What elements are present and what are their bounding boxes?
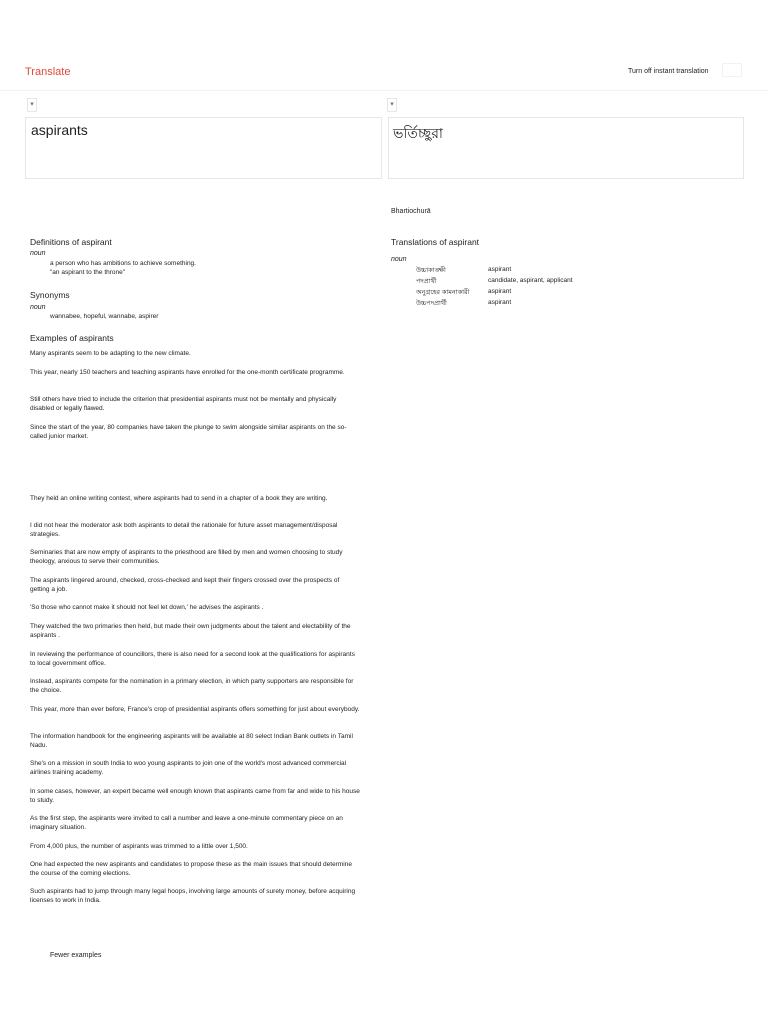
example-item: Still others have tried to include the criterion that presidential aspirants must not be mentally and physically disabled or legally flawed. — [30, 396, 337, 412]
synonyms-pos: noun — [30, 304, 46, 311]
translation-meanings[interactable]: aspirant — [488, 299, 512, 306]
example-item: One had expected the new aspirants and candidates to propose these as the main issues that should determine the course of the coming elections. — [30, 861, 352, 877]
definitions-pos: noun — [30, 250, 46, 257]
example-item: Seminaries that are now empty of aspirants to the priesthood are filled by men and women choosing to study theology, anxious to serve their communities. — [30, 549, 343, 565]
source-text[interactable]: aspirants — [31, 122, 88, 138]
example-item: She's on a mission in south India to woo young aspirants to join one of the world's most advanced commercial airlines training academy. — [30, 760, 347, 776]
example-item: They held an online writing contest, where aspirants had to send in a chapter of a book they are writing. — [30, 495, 328, 502]
page-title: Translate — [25, 66, 71, 78]
translation-meanings[interactable]: candidate, aspirant, applicant — [488, 277, 573, 284]
example-item: This year, more than ever before, France's crop of presidential aspirants offers something for just about everybody. — [30, 706, 360, 713]
example-item: Many aspirants seem to be adapting to the new climate. — [30, 350, 191, 357]
instant-translation-toggle[interactable] — [722, 63, 742, 77]
source-language-dropdown[interactable] — [27, 98, 37, 112]
target-language-dropdown[interactable] — [387, 98, 397, 112]
example-item: From 4,000 plus, the number of aspirants was trimmed to a little over 1,500. — [30, 843, 248, 850]
instant-translation-label[interactable]: Turn off instant translation — [628, 68, 709, 75]
header-divider — [0, 90, 768, 91]
chevron-down-icon: ▾ — [30, 101, 34, 108]
translation-text: ভর্তিচ্ছুরা — [393, 125, 443, 141]
example-item: I did not hear the moderator ask both aspirants to detail the rationale for future asset management/disposal strategies. — [30, 522, 338, 538]
synonyms-list[interactable]: wannabee, hopeful, wannabe, aspirer — [50, 313, 159, 320]
transliteration: Bhartiochurā — [391, 208, 431, 215]
example-item: In some cases, however, an expert became well enough known that aspirants came from far and wide to his house to study. — [30, 788, 360, 804]
synonyms-heading: Synonyms — [30, 290, 70, 300]
definitions-heading: Definitions of aspirant — [30, 237, 112, 247]
translations-pos: noun — [391, 256, 407, 263]
example-item: This year, nearly 150 teachers and teaching aspirants have enrolled for the one-month certificate programme. — [30, 369, 345, 376]
translation-word[interactable]: অনুগ্রহের কামনাকারী — [416, 289, 470, 296]
definition-text: a person who has ambitions to achieve something. — [50, 260, 196, 267]
translation-meanings[interactable]: aspirant — [488, 288, 512, 295]
example-item: The aspirants lingered around, checked, cross-checked and kept their fingers crossed over the prospects of getting a job. — [30, 577, 340, 593]
translation-output — [388, 117, 744, 179]
definition-example: "an aspirant to the throne" — [50, 269, 126, 276]
chevron-down-icon: ▾ — [390, 101, 394, 108]
fewer-examples-link[interactable]: Fewer examples — [50, 952, 102, 959]
example-item: Instead, aspirants compete for the nomination in a primary election, in which party supporters are responsible for the choice. — [30, 678, 354, 694]
example-item: They watched the two primaries then held, but made their own judgments about the talent and electability of the aspirants . — [30, 623, 351, 639]
translation-word[interactable]: উচ্চাকাঙ্ক্ষী — [416, 267, 446, 274]
example-item: As the first step, the aspirants were invited to call a number and leave a one-minute commentary piece on an imaginary situation. — [30, 815, 343, 831]
translation-meanings[interactable]: aspirant — [488, 266, 512, 273]
example-item: Such aspirants had to jump through many legal hoops, involving large amounts of surety money, before acquiring licenses to work in India. — [30, 888, 356, 904]
example-item: 'So those who cannot make it should not feel let down,' he advises the aspirants . — [30, 604, 264, 611]
examples-heading: Examples of aspirants — [30, 333, 114, 343]
translation-word[interactable]: উচ্চপদপ্রার্থী — [416, 300, 447, 307]
example-item: In reviewing the performance of councillors, there is also need for a second look at the qualifications for aspirants to local government office. — [30, 651, 355, 667]
translations-heading: Translations of aspirant — [391, 237, 480, 247]
example-item: The information handbook for the engineering aspirants will be available at 80 select Indian Bank outlets in Tamil Nadu. — [30, 733, 353, 749]
translation-word[interactable]: পদপ্রার্থী — [416, 278, 437, 285]
source-text-area[interactable] — [25, 117, 382, 179]
example-item: Since the start of the year, 80 companies have taken the plunge to swim alongside similar aspirants on the so-called junior market. — [30, 424, 347, 440]
